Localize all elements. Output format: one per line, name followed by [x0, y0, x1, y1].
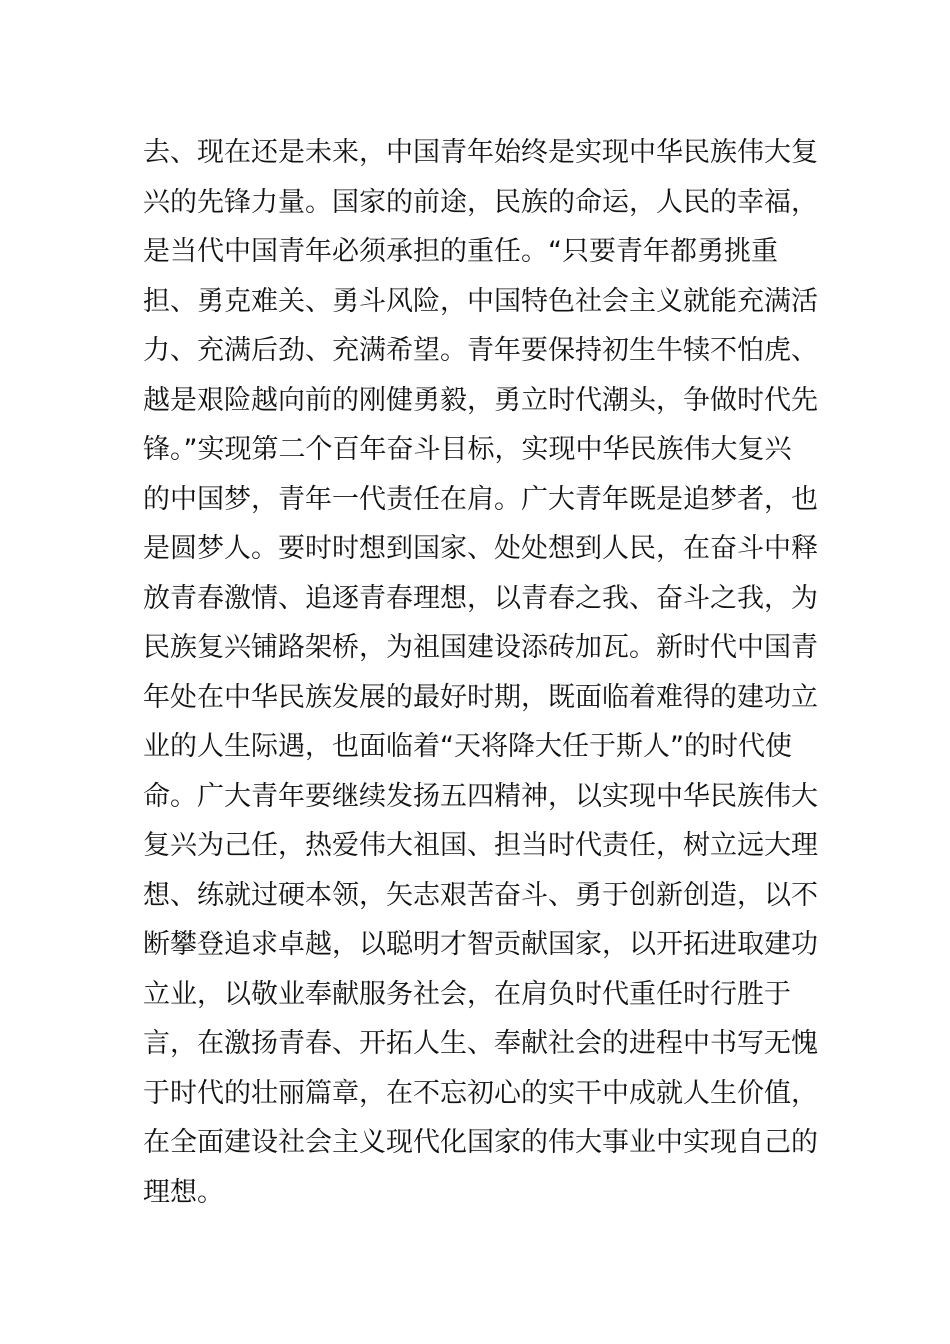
text-line: 力、充满后劲、充满希望。青年要保持初生牛犊不怕虎、: [143, 335, 818, 366]
text-line: 锋。”实现第二个百年奋斗目标，实现中华民族伟大复兴: [143, 434, 792, 465]
text-line: 断攀登追求卓越，以聪明才智贡献国家，以开拓进取建功: [143, 929, 818, 960]
text-line: 越是艰险越向前的刚健勇毅，勇立时代潮头，争做时代先: [143, 384, 818, 416]
text-line: 去、现在还是未来，中国青年始终是实现中华民族伟大复: [143, 137, 818, 168]
text-line: 理想。: [143, 1176, 224, 1208]
text-line: 业的人生际遇，也面临着“天将降大任于斯人”的时代使: [143, 731, 792, 762]
text-line: 的中国梦，青年一代责任在肩。广大青年既是追梦者，也: [143, 483, 818, 515]
text-line: 放青春激情、追逐青春理想，以青春之我、奋斗之我，为: [143, 582, 818, 614]
text-line: 年处在中华民族发展的最好时期，既面临着难得的建功立: [143, 681, 818, 713]
text-line: 是圆梦人。要时时想到国家、处处想到人民，在奋斗中释: [143, 533, 818, 564]
text-line: 言，在激扬青春、开拓人生、奉献社会的进程中书写无愧: [143, 1028, 818, 1059]
text-line: 在全面建设社会主义现代化国家的伟大事业中实现自己的: [143, 1127, 818, 1158]
body-paragraph: [143, 128, 818, 1217]
text-line: 立业，以敬业奉献服务社会，在肩负时代重任时行胜于: [143, 978, 791, 1010]
text-line: 是当代中国青年必须承担的重任。“只要青年都勇挑重: [143, 236, 778, 267]
text-line: 想、练就过硬本领，矢志艰苦奋斗、勇于创新创造，以不: [143, 879, 818, 911]
text-line: 于时代的壮丽篇章，在不忘初心的实干中成就人生价值，: [143, 1077, 818, 1109]
text-line: 兴的先锋力量。国家的前途，民族的命运，人民的幸福，: [143, 186, 818, 218]
text-line: 命。广大青年要继续发扬五四精神，以实现中华民族伟大: [143, 780, 818, 812]
text-line: 复兴为己任，热爱伟大祖国、担当时代责任，树立远大理: [143, 830, 818, 861]
text-line: 担、勇克难关、勇斗风险，中国特色社会主义就能充满活: [143, 285, 818, 317]
text-line: 民族复兴铺路架桥，为祖国建设添砖加瓦。新时代中国青: [143, 632, 818, 663]
